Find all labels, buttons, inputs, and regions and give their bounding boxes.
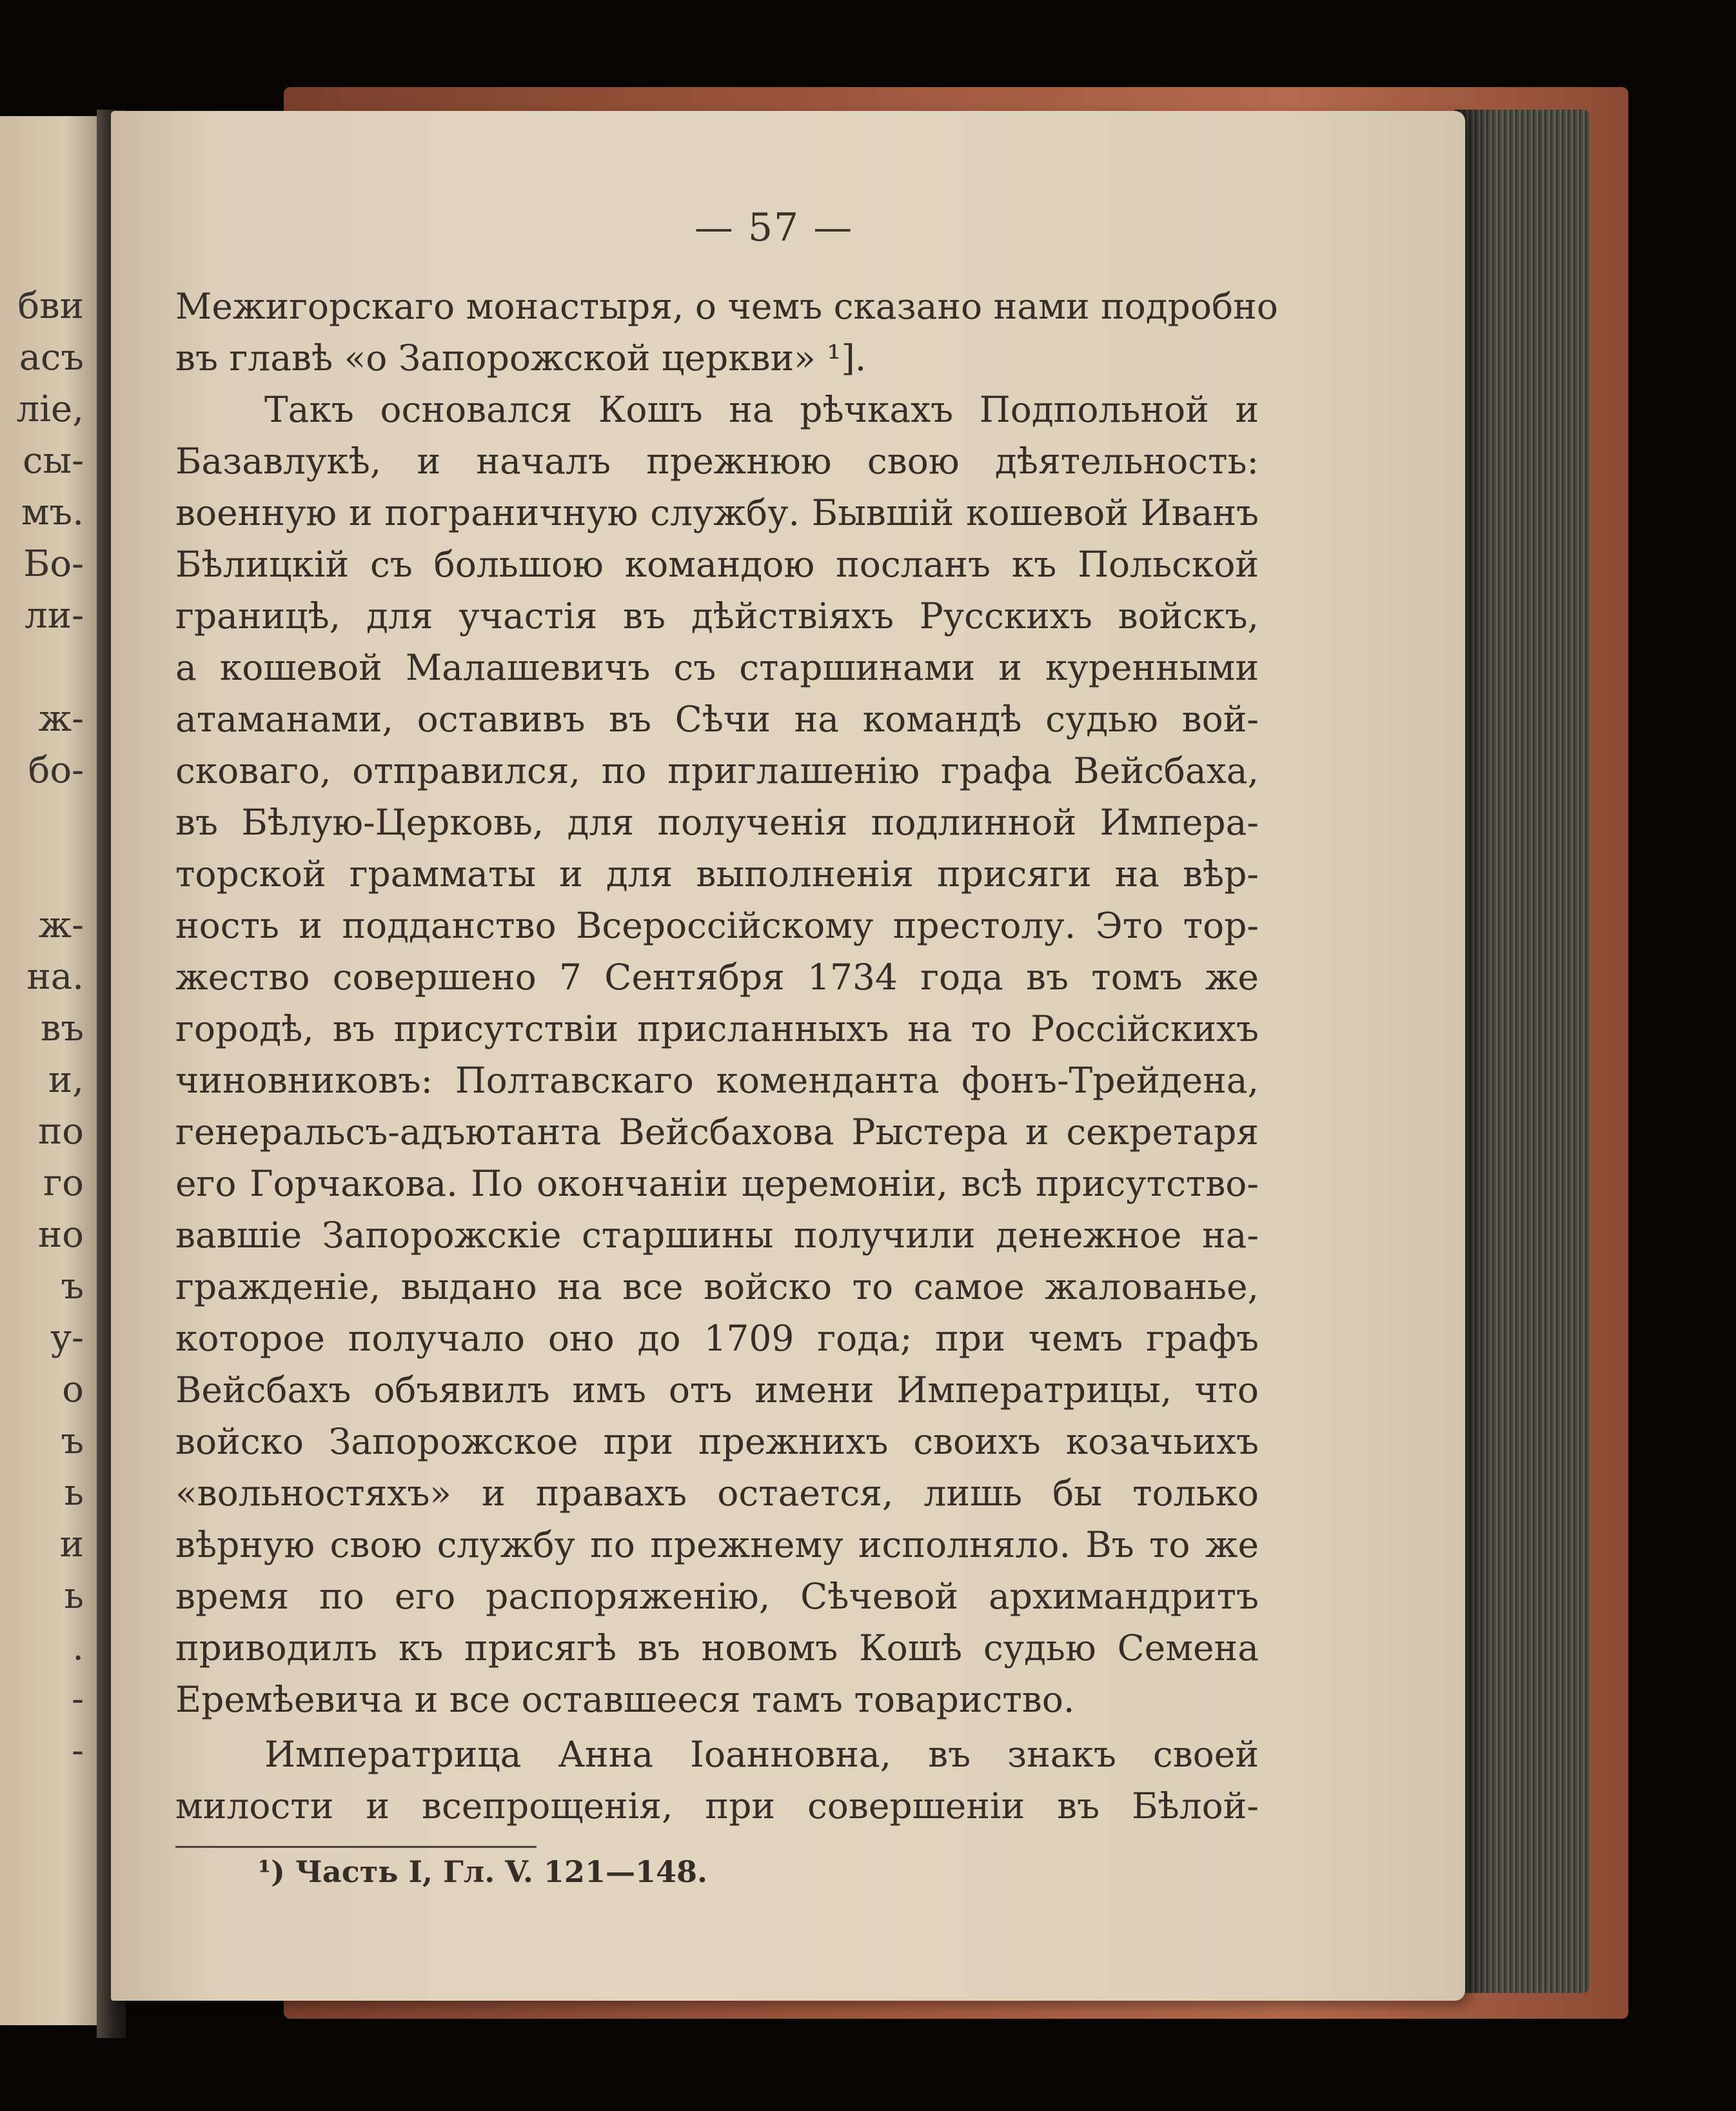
text-line: войско Запорожское при прежнихъ своихъ козачьихъ <box>175 1421 1259 1462</box>
text-line: въ Бѣлую-Церковь, для полученія подлинной Импера- <box>175 802 1259 843</box>
previous-page-line: у- <box>50 1317 84 1359</box>
text-line: торской грамматы и для выполненія присяги на вѣр- <box>175 853 1259 895</box>
text-line: ность и подданство Всероссійскому престолу. Это тор- <box>175 905 1259 946</box>
text-line: жество совершено 7 Сентября 1734 года въ томъ же <box>175 956 1259 998</box>
previous-page-line: ь <box>64 1575 84 1617</box>
text-line: атаманами, оставивъ въ Сѣчи на командѣ судью вой- <box>175 699 1259 740</box>
previous-page-text <box>0 116 108 2025</box>
previous-page-line: . <box>72 1627 84 1669</box>
footnote-divider <box>175 1846 537 1848</box>
text-line: границѣ, для участія въ дѣйствіяхъ Русскихъ войскъ, <box>175 595 1259 637</box>
text-line: Базавлукѣ, и началъ прежнюю свою дѣятельность: <box>175 441 1259 482</box>
text-line: а кошевой Малашевичъ съ старшинами и куренными <box>175 647 1259 688</box>
previous-page-line: по <box>37 1111 84 1153</box>
text-line: городѣ, въ присутствіи присланныхъ на то Россійскихъ <box>175 1008 1259 1049</box>
previous-page-line: Бо- <box>23 543 84 585</box>
text-line: которое получало оно до 1709 года; при чемъ графъ <box>175 1318 1259 1359</box>
text-line: Такъ основался Кошъ на рѣчкахъ Подпольной и <box>264 389 1259 430</box>
text-line: Межигорскаго монастыря, о чемъ сказано нами подробно <box>175 286 1278 327</box>
text-line: вавшіе Запорожскіе старшины получили денежное на- <box>175 1214 1259 1256</box>
text-line: въ главѣ «о Запорожской церкви» ¹]. <box>175 337 867 379</box>
previous-page-line: го <box>43 1162 84 1204</box>
previous-page <box>0 116 108 2025</box>
text-line: вѣрную свою службу по прежнему исполняло. Въ то же <box>175 1524 1259 1565</box>
previous-page-line: ъ <box>61 1265 84 1307</box>
text-line: Еремѣевича и все оставшееся тамъ товариство. <box>175 1679 1075 1720</box>
text-line: генеральсъ-адъютанта Вейсбахова Рыстера и секретаря <box>175 1111 1259 1153</box>
text-line: время по его распоряженію, Сѣчевой архимандритъ <box>175 1576 1259 1617</box>
previous-page-line: но <box>37 1214 84 1256</box>
text-line: Бѣлицкій съ большою командою посланъ къ Польской <box>175 544 1259 585</box>
text-line: милости и всепрощенія, при совершеніи въ Бѣлой- <box>175 1785 1259 1827</box>
footnote: ¹) Часть I, Гл. V. 121—148. <box>258 1854 707 1889</box>
previous-page-line: ж- <box>38 904 84 946</box>
previous-page-line: асъ <box>19 337 84 379</box>
previous-page-line: бо- <box>28 749 84 791</box>
previous-page-line: на. <box>26 956 84 998</box>
previous-page-line: о <box>62 1369 84 1411</box>
previous-page-line: ь <box>64 1472 84 1514</box>
previous-page-line: ъ <box>61 1420 84 1462</box>
text-line: Императрица Анна Іоанновна, въ знакъ своей <box>264 1734 1259 1775</box>
previous-page-line: ж- <box>38 698 84 740</box>
previous-page-line: въ <box>40 1007 84 1049</box>
previous-page-line: и <box>59 1523 84 1565</box>
previous-page-line: ли- <box>25 595 84 637</box>
page-number: — 57 — <box>694 205 854 250</box>
text-line: его Горчакова. По окончаніи церемоніи, всѣ присутство- <box>175 1163 1259 1204</box>
text-line: чиновниковъ: Полтавскаго коменданта фонъ-Трейдена, <box>175 1060 1259 1101</box>
text-line: гражденіе, выдано на все войско то самое жалованье, <box>175 1266 1259 1307</box>
previous-page-line: - <box>72 1730 84 1772</box>
text-line: сковаго, отправился, по приглашенію графа Вейсбаха, <box>175 750 1259 791</box>
text-line: приводилъ къ присягѣ въ новомъ Кошѣ судью Семена <box>175 1627 1259 1669</box>
previous-page-line: мъ. <box>21 491 84 533</box>
previous-page-line: - <box>72 1678 84 1720</box>
text-line: «вольностяхъ» и правахъ остается, лишь бы только <box>175 1472 1259 1514</box>
previous-page-line: бви <box>17 285 84 327</box>
text-line: военную и пограничную службу. Бывшій кошевой Иванъ <box>175 492 1259 533</box>
previous-page-line: сы- <box>23 440 84 482</box>
previous-page-line: и, <box>48 1059 84 1101</box>
text-line: Вейсбахъ объявилъ имъ отъ имени Императрицы, что <box>175 1369 1259 1411</box>
previous-page-line: ліе, <box>16 388 84 430</box>
